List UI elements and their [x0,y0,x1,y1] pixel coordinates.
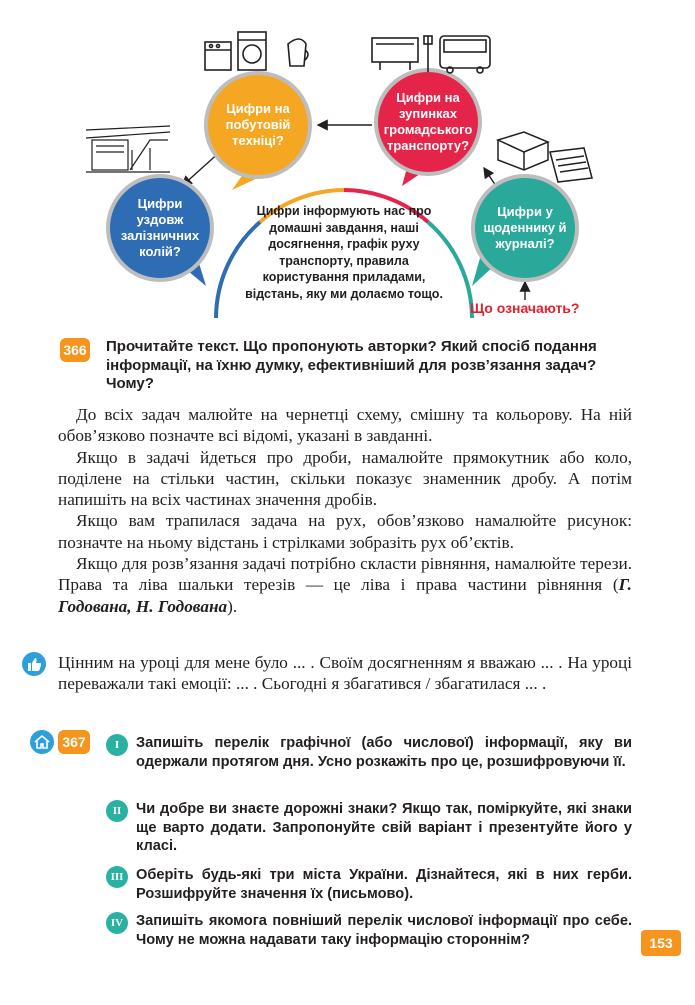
subtask-4-text: Запишіть якомога повніший перелік числової інформації про себе. Чому не можна надавати таку інформацію стороннім? [136,913,632,948]
task-367-number: 367 [62,734,86,750]
task-366-badge [60,338,90,362]
paragraph-4: Якщо для розв’язання задачі потрібно скласти рівняння, намалюйте терези. Права та ліва шальки терезів — це ліва і права частини рівняння (Г. Годована, Н. Годована). [58,554,632,616]
thumbs-up-icon [22,652,46,676]
bubble-diary-text: Цифри у щоденнику й журналі? [483,204,567,251]
subtask-2-text: Чи добре ви знаєте дорожні знаки? Якщо так, поміркуйте, які знаки ще варто додати. Запропонуйте свій варіант і презентуйте його у класі. [136,801,632,854]
page-number: 153 [641,930,681,956]
task-366-text [58,404,632,617]
reflection-prompt: Цінним на уроці для мене було ... . Своїм досягненням я вважаю ... . На уроці переважали такі емоції: ... . Сьогодні я збагатився / збагатилася ... . [58,653,632,694]
bubble-rail-text: Цифри уздовж залізничних колій? [120,196,200,259]
paragraph-2: Якщо в задачі йдеться про дроби, намалюйте прямокутник або коло, поділене на стільки частин, скільки показує знаменник дробу. А потім напишіть на всіх частинах значення дробів. [58,447,632,510]
subtask-1-text: Запишіть перелік графічної (або числової) інформації, яку ви одержали протягом дня. Усно розкажіть про це, розшифровуючи її. [136,735,632,770]
subtask-3-text: Оберіть будь-які три міста України. Дізнайтеся, які в них герби. Розшифруйте значення їх (письмово). [136,867,632,902]
diary-illustration [498,132,592,182]
roman-badge-2: II [106,800,128,822]
paragraph-1: До всіх задач малюйте на чернетці схему, смішну та кольорову. На ній обов’язково позначте всі відомі, указані в завданні. [58,405,632,446]
paragraph-4-text: Якщо для розв’язання задачі потрібно скласти рівняння, намалюйте терези. Права та ліва шальки терезів — це ліва і права частини рівняння [58,554,632,595]
task-366-number: 366 [63,342,87,358]
paragraph-3: Якщо вам трапилася задача на рух, обов’язково намалюйте рисунок: позначте на ньому відстань і стрілками зобразіть рух об’єктів. [58,511,632,552]
roman-badge-4: IV [106,912,128,934]
bubble-transport-text: Цифри на зупинках громадського транспорту? [383,90,473,153]
task-367-badge [58,730,90,754]
authors: Г. Годована, Н. Годована [58,575,632,616]
bubble-appliances-text: Цифри на побутовій техніці? [225,101,291,148]
appliances-illustration [205,32,308,70]
transport-illustration [372,36,490,73]
numbers-diagram [0,0,695,335]
diagram-center-text: Цифри інформують нас про домашні завдання, наші досягнення, графік руху транспорту, правила користування приладами, відстань, яку ми долаємо тощо. [245,204,443,301]
task-366-prompt: Прочитайте текст. Що пропонують авторки? Який спосіб подання інформації, на їхню думку, ефективніший для розв’язання задач? Чому? [106,338,597,392]
reflection-text [58,652,632,695]
roman-badge-1: I [106,734,128,756]
question-label: Що означають? [470,300,580,316]
home-icon [30,730,54,754]
rail-illustration [86,126,170,172]
roman-badge-3: III [106,866,128,888]
